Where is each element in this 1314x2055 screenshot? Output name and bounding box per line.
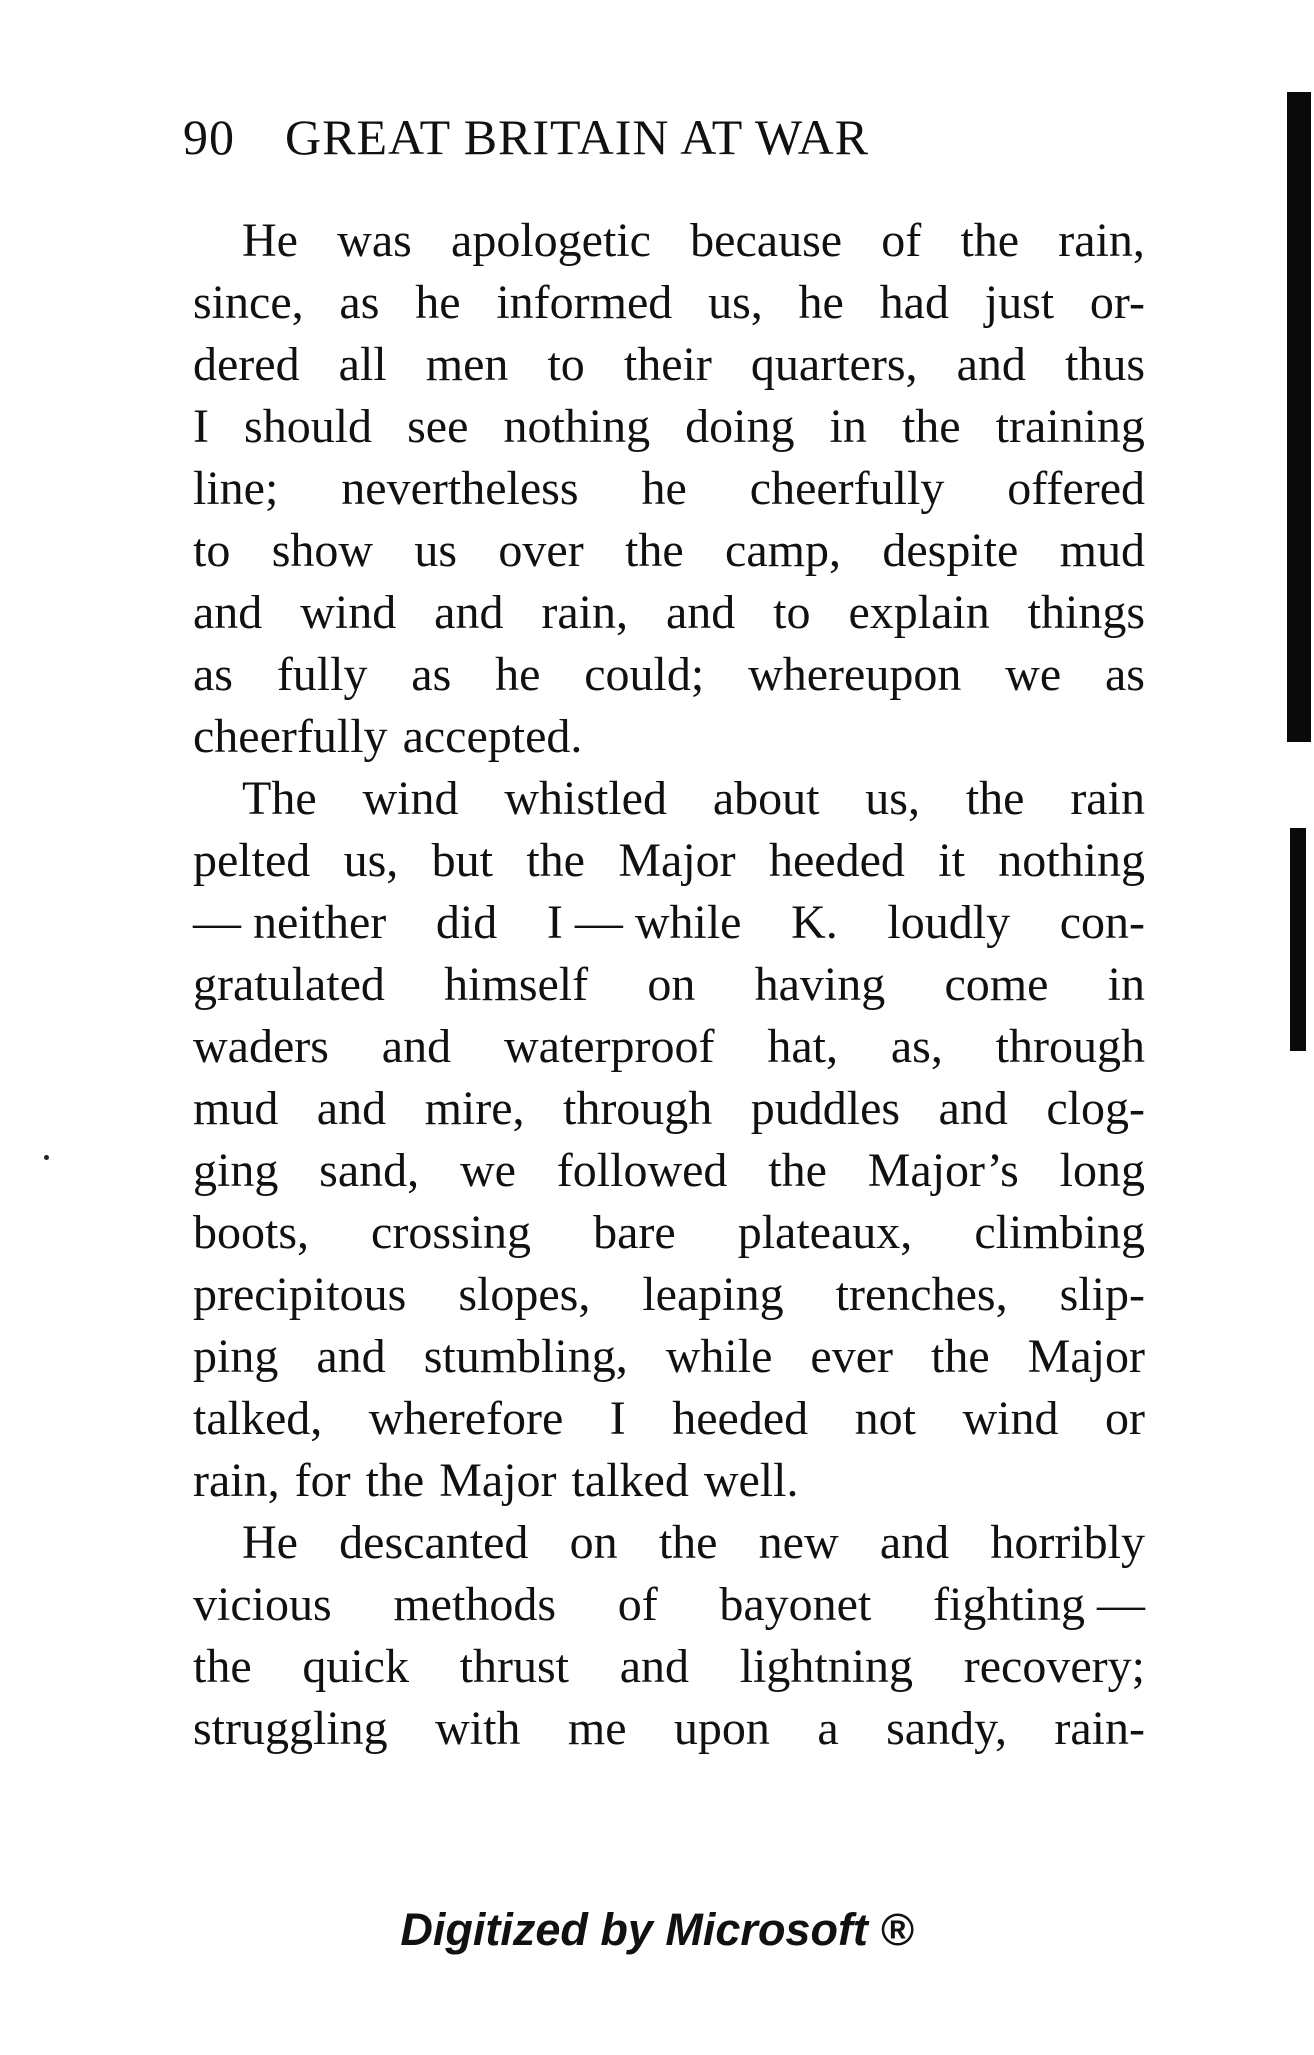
word: leaping — [642, 1268, 784, 1321]
word: ever — [810, 1330, 893, 1383]
word: through — [995, 1020, 1145, 1073]
word: wind — [362, 772, 459, 825]
word: He — [242, 214, 298, 267]
word: horribly — [990, 1516, 1145, 1569]
text-line — [193, 1140, 1145, 1202]
word: and — [316, 1330, 386, 1383]
text-line — [193, 1636, 1145, 1698]
word: new — [758, 1516, 839, 1569]
word: bare — [593, 1206, 676, 1259]
word: accepted. — [402, 710, 583, 763]
word: did — [435, 896, 498, 949]
word: he — [798, 276, 844, 329]
page-number: 90 — [183, 109, 235, 165]
word: rain, — [541, 586, 629, 639]
word: as — [193, 648, 233, 701]
word: recovery; — [963, 1640, 1145, 1693]
word: and — [665, 586, 736, 639]
word: having — [754, 958, 886, 1011]
word: and — [956, 338, 1026, 391]
word: rain, — [1058, 214, 1145, 267]
word: but — [431, 834, 493, 887]
word: waterproof — [503, 1020, 715, 1073]
word: to — [547, 338, 585, 391]
word: dered — [193, 338, 300, 391]
word: sandy, — [886, 1702, 1007, 1755]
word: should — [244, 400, 373, 453]
word: the — [365, 1454, 425, 1507]
word: puddles — [750, 1082, 901, 1135]
text-line — [193, 1512, 1145, 1574]
word: on — [569, 1516, 618, 1569]
word: loudly — [887, 896, 1011, 949]
text-line — [193, 1574, 1145, 1636]
word: mud — [1059, 524, 1145, 577]
word: while — [665, 1330, 773, 1383]
word: and — [316, 1082, 387, 1135]
word: men — [425, 338, 509, 391]
word: and — [619, 1640, 689, 1693]
word: us, — [343, 834, 399, 887]
word: us — [414, 524, 458, 577]
word: I — [193, 400, 209, 453]
word: gratulated — [193, 958, 385, 1011]
word: the — [526, 834, 585, 887]
word: training — [995, 400, 1145, 453]
word: The — [242, 772, 317, 825]
word: he — [641, 462, 687, 515]
text-line — [193, 1078, 1145, 1140]
word: descanted — [339, 1516, 529, 1569]
text-line — [193, 334, 1145, 396]
word: nothing — [998, 834, 1145, 887]
word: and — [434, 586, 504, 639]
word: all — [338, 338, 387, 391]
word: the — [193, 1640, 252, 1693]
text-line — [193, 644, 1145, 706]
word: I — while — [546, 896, 742, 949]
word: things — [1027, 586, 1145, 639]
word: come — [944, 958, 1049, 1011]
word: through — [562, 1082, 713, 1135]
word: talked, — [193, 1392, 323, 1445]
word: in — [829, 400, 867, 453]
word: or- — [1089, 276, 1145, 329]
text-line — [193, 1450, 1145, 1512]
text-line — [193, 396, 1145, 458]
word: us, — [865, 772, 920, 825]
word: a — [817, 1702, 839, 1755]
word: informed — [496, 276, 673, 329]
scan-edge-mark-upper — [1287, 92, 1311, 742]
running-header — [183, 108, 869, 166]
text-line — [193, 1202, 1145, 1264]
word: the — [901, 400, 961, 453]
word: followed — [556, 1144, 728, 1197]
word: the — [960, 214, 1020, 267]
word: on — [647, 958, 696, 1011]
word: he — [495, 648, 541, 701]
word: we — [1005, 648, 1062, 701]
text-line — [193, 1264, 1145, 1326]
word: as — [339, 276, 380, 329]
word: with — [435, 1702, 521, 1755]
word: precipitous — [193, 1268, 407, 1321]
word: as, — [890, 1020, 943, 1073]
word: because — [690, 214, 843, 267]
word: clog- — [1046, 1082, 1145, 1135]
word: Major’s — [867, 1144, 1019, 1197]
word: quarters, — [750, 338, 918, 391]
word: I — [609, 1392, 626, 1445]
word: Major — [1027, 1330, 1145, 1383]
word: and — [938, 1082, 1008, 1135]
word: the — [625, 524, 684, 577]
word: the — [658, 1516, 718, 1569]
word: wind — [962, 1392, 1059, 1445]
word: not — [854, 1392, 916, 1445]
word: show — [271, 524, 374, 577]
scan-edge-mark-lower — [1290, 828, 1306, 1051]
word: the — [768, 1144, 827, 1197]
word: wherefore — [368, 1392, 564, 1445]
word: us, — [708, 276, 763, 329]
word: thus — [1064, 338, 1145, 391]
word: con- — [1059, 896, 1145, 949]
word: rain — [1070, 772, 1145, 825]
word: cheerfully — [193, 710, 388, 763]
text-line — [193, 272, 1145, 334]
text-line — [193, 706, 1145, 768]
text-line — [193, 830, 1145, 892]
word: to — [773, 586, 811, 639]
word: of — [881, 214, 922, 267]
text-line — [193, 892, 1145, 954]
word: as — [411, 648, 452, 701]
word: upon — [673, 1702, 770, 1755]
word: offered — [1007, 462, 1145, 515]
word: himself — [444, 958, 589, 1011]
word: and — [193, 586, 263, 639]
word: climbing — [974, 1206, 1145, 1259]
word: had — [879, 276, 949, 329]
text-line — [193, 582, 1145, 644]
word: mud — [193, 1082, 279, 1135]
word: thrust — [459, 1640, 569, 1693]
word: wind — [300, 586, 397, 639]
text-line — [193, 1016, 1145, 1078]
text-line — [193, 210, 1145, 272]
word: fully — [276, 648, 368, 701]
word: it — [938, 834, 965, 887]
word: cheerfully — [749, 462, 945, 515]
word: nevertheless — [341, 462, 579, 515]
word: despite — [882, 524, 1019, 577]
word: mire, — [424, 1082, 525, 1135]
word: lightning — [739, 1640, 914, 1693]
text-line — [193, 954, 1145, 1016]
word: as — [1104, 648, 1145, 701]
word: since, — [193, 276, 304, 329]
word: talked — [571, 1454, 689, 1507]
word: vicious — [193, 1578, 332, 1631]
word: camp, — [725, 524, 841, 577]
word: bayonet — [719, 1578, 872, 1631]
word: and — [381, 1020, 452, 1073]
word: methods — [393, 1578, 556, 1631]
scan-speck — [44, 1155, 49, 1160]
text-line — [193, 520, 1145, 582]
word: whistled — [504, 772, 667, 825]
word: stumbling, — [423, 1330, 628, 1383]
word: about — [712, 772, 820, 825]
word: slopes, — [458, 1268, 591, 1321]
word: for — [294, 1454, 351, 1507]
text-line — [193, 1326, 1145, 1388]
text-line — [193, 458, 1145, 520]
word: me — [567, 1702, 627, 1755]
word: in — [1107, 958, 1145, 1011]
word: quick — [302, 1640, 409, 1693]
word: struggling — [193, 1702, 388, 1755]
word: long — [1059, 1144, 1145, 1197]
word: waders — [193, 1020, 329, 1073]
word: the — [965, 772, 1025, 825]
text-line — [193, 768, 1145, 830]
word: the — [931, 1330, 990, 1383]
word: pelted — [193, 834, 311, 887]
word: over — [498, 524, 584, 577]
word: see — [407, 400, 469, 453]
word: we — [459, 1144, 516, 1197]
word: explain — [848, 586, 990, 639]
word: he — [415, 276, 461, 329]
word: or — [1104, 1392, 1145, 1445]
word: plateaux, — [737, 1206, 913, 1259]
body-text — [193, 210, 1145, 1760]
word: doing — [685, 400, 795, 453]
word: to — [193, 524, 231, 577]
word: Major — [439, 1454, 557, 1507]
word: apologetic — [451, 214, 651, 267]
word: line; — [193, 462, 279, 515]
word: slip- — [1059, 1268, 1145, 1321]
word: trenches, — [835, 1268, 1008, 1321]
word: of — [617, 1578, 658, 1631]
word: heeded — [672, 1392, 809, 1445]
word: — neither — [193, 896, 387, 949]
text-line — [193, 1388, 1145, 1450]
word: crossing — [371, 1206, 532, 1259]
word: just — [984, 276, 1055, 329]
word: nothing — [503, 400, 651, 453]
word: ping — [193, 1330, 279, 1383]
word: fighting — — [933, 1578, 1145, 1631]
word: boots, — [193, 1206, 310, 1259]
word: rain- — [1054, 1702, 1145, 1755]
word: heeded — [768, 834, 905, 887]
word: K. — [791, 896, 838, 949]
running-title: GREAT BRITAIN AT WAR — [285, 109, 870, 165]
word: sand, — [319, 1144, 420, 1197]
word: well. — [703, 1454, 799, 1507]
word: their — [623, 338, 712, 391]
word: ging — [193, 1144, 279, 1197]
word: and — [879, 1516, 950, 1569]
word: could; — [584, 648, 705, 701]
word: was — [337, 214, 412, 267]
word: hat, — [767, 1020, 838, 1073]
word: rain, — [193, 1454, 280, 1507]
digitized-watermark: Digitized by Microsoft ® — [400, 1904, 914, 1955]
word: whereupon — [748, 648, 962, 701]
word: Major — [618, 834, 736, 887]
text-line — [193, 1698, 1145, 1760]
word: He — [242, 1516, 298, 1569]
